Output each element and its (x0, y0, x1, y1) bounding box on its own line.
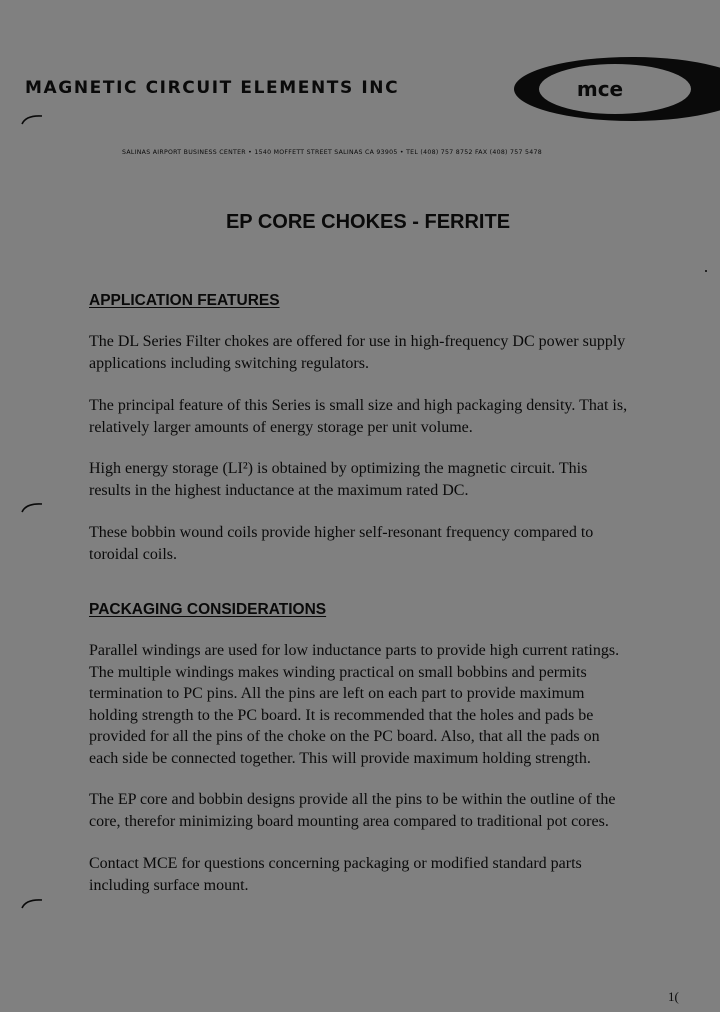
text-line: termination to PC pins. All the pins are left on each part to provide maximum (89, 685, 585, 702)
paragraph-bobbin-coils (89, 522, 689, 565)
text-line: The principal feature of this Series is small size and high packaging density. That is, (89, 397, 628, 414)
text-line: including surface mount. (89, 876, 249, 894)
text-line: These bobbin wound coils provide higher self-resonant frequency compared to (89, 524, 594, 541)
text-line: provided for all the pins of the choke on the PC board. Also, that all the pads on (89, 728, 600, 745)
application-features-heading: APPLICATION FEATURES (89, 292, 280, 309)
document-title: EP CORE CHOKES - FERRITE (225, 211, 511, 233)
text-line: The multiple windings makes winding practical on small bobbins and permits (89, 663, 587, 681)
paragraph-ep-core (89, 789, 689, 832)
binder-hole-mark (20, 896, 46, 910)
text-line: The DL Series Filter chokes are offered for use in high-frequency DC power supply (89, 333, 626, 350)
company-address: SALINAS AIRPORT BUSINESS CENTER • 1540 MOFFETT STREET SALINAS CA 93905 • TEL (408) 757 8752 FAX (408) 757 5478 (122, 149, 542, 156)
text-line: Contact MCE for questions concerning packaging or modified standard parts (89, 855, 582, 872)
paragraph-principal-feature (89, 395, 689, 438)
page-number: 1( (668, 989, 679, 1004)
text-line: Parallel windings are used for low inductance parts to provide high current ratings. (89, 642, 620, 659)
packaging-considerations-heading: PACKAGING CONSIDERATIONS (89, 601, 327, 618)
company-name: MAGNETIC CIRCUIT ELEMENTS INC (25, 78, 400, 98)
text-line: toroidal coils. (89, 545, 177, 563)
binder-hole-mark (20, 500, 46, 514)
paragraph-energy-storage (89, 458, 689, 501)
paragraph-contact-mce (89, 853, 689, 896)
text-line: core, therefor minimizing board mounting area compared to traditional pot cores. (89, 812, 609, 830)
mce-logo (514, 54, 720, 124)
text-line: results in the highest inductance at the maximum rated DC. (89, 481, 469, 499)
logo-text: mce (576, 77, 624, 101)
text-line: relatively larger amounts of energy storage per unit volume. (89, 418, 473, 436)
scan-speck (705, 270, 707, 272)
text-line: applications including switching regulators. (89, 354, 369, 372)
paragraph-parallel-windings (89, 640, 689, 769)
paragraph-dl-series (89, 331, 689, 374)
binder-hole-mark (20, 112, 46, 126)
text-line: High energy storage (LI²) is obtained by optimizing the magnetic circuit. This (89, 460, 588, 477)
text-line: holding strength to the PC board. It is recommended that the holes and pads be (89, 706, 594, 724)
text-line: each side be connected together. This will provide maximum holding strength. (89, 749, 591, 767)
text-line: The EP core and bobbin designs provide all the pins to be within the outline of the (89, 791, 616, 808)
